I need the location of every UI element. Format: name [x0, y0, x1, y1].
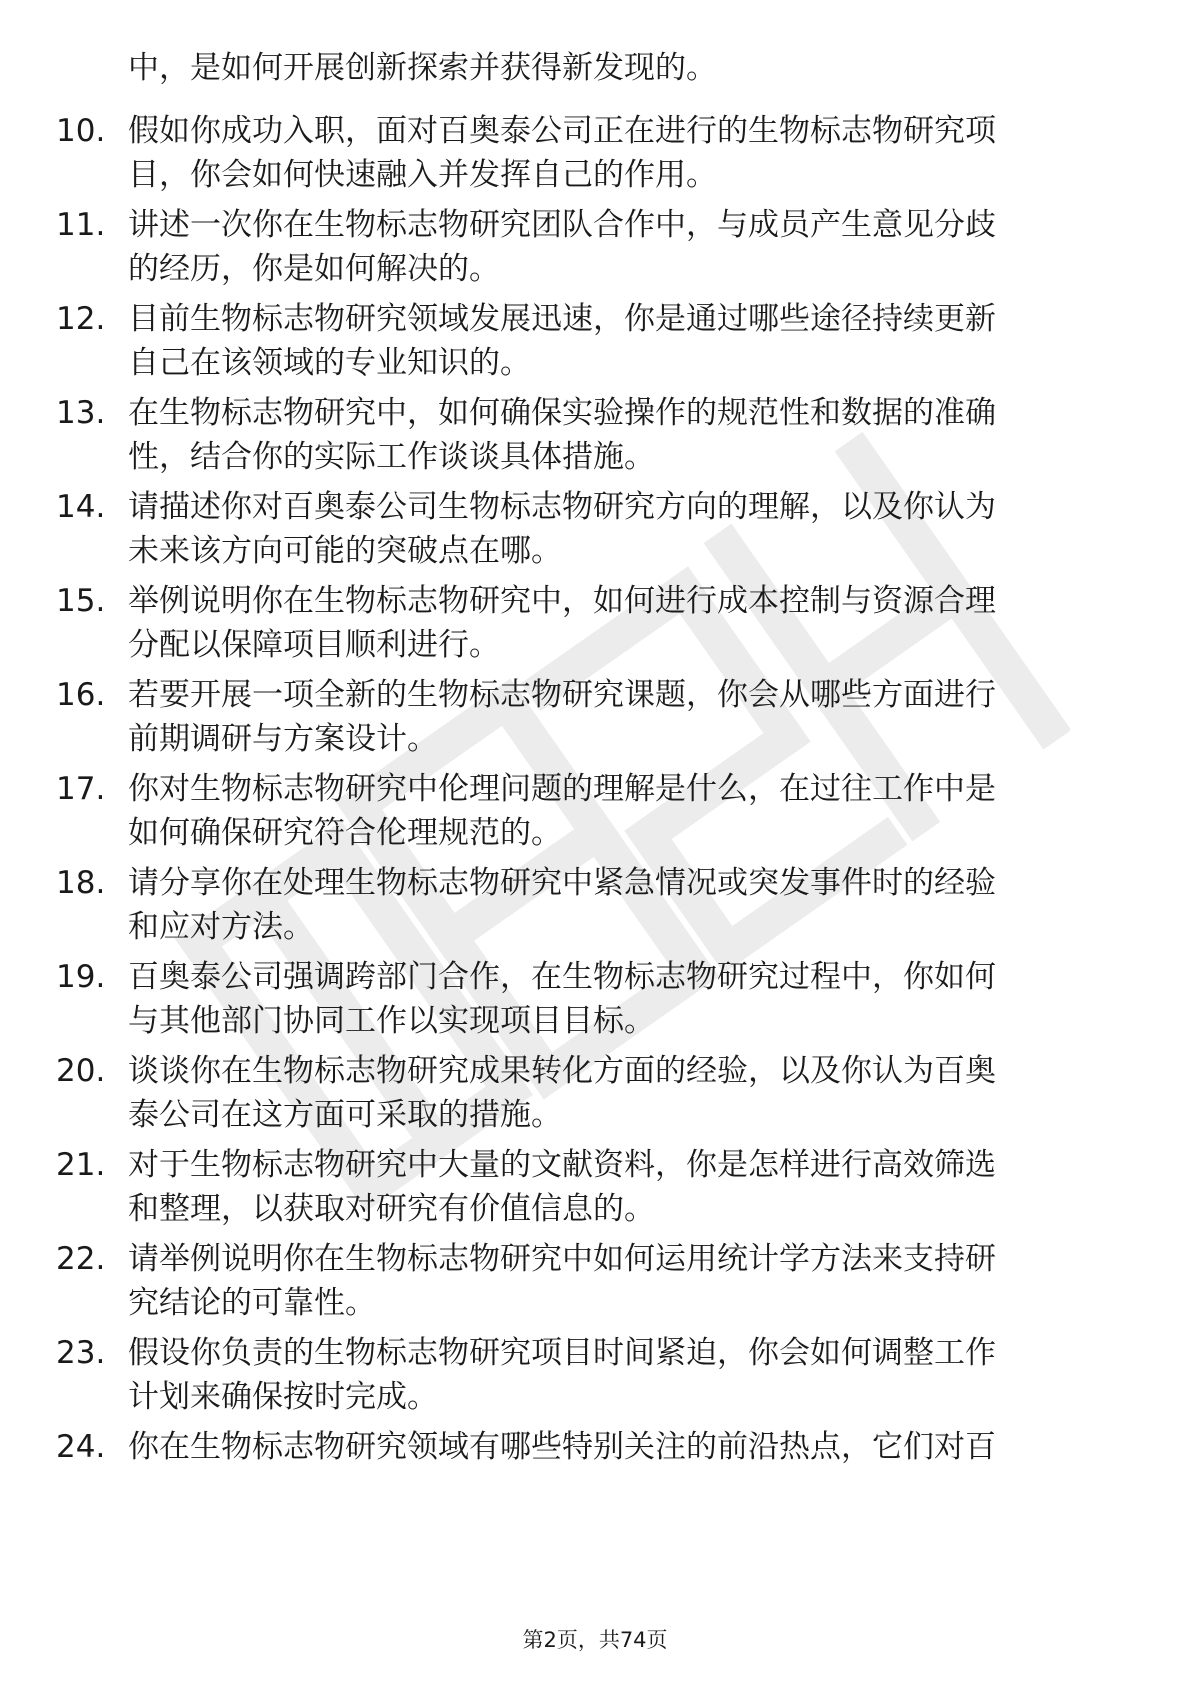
question-line: 若要开展一项全新的生物标志物研究课题，你会从哪些方面进行 [128, 677, 996, 713]
question-line: 百奥泰公司强调跨部门合作，在生物标志物研究过程中，你如何 [128, 959, 996, 995]
question-line: 谈谈你在生物标志物研究成果转化方面的经验，以及你认为百奥 [128, 1053, 996, 1089]
question-line: 请分享你在处理生物标志物研究中紧急情况或突发事件时的经验 [128, 865, 996, 901]
question-number: 19. [56, 959, 106, 995]
question-text [128, 767, 1128, 855]
question-line: 假设你负责的生物标志物研究项目时间紧迫，你会如何调整工作 [128, 1335, 996, 1371]
question-text [128, 391, 1128, 479]
question-number: 11. [56, 207, 106, 243]
question-number: 17. [56, 771, 106, 807]
question-line: 泰公司在这方面可采取的措施。 [128, 1097, 562, 1133]
question-line: 目前生物标志物研究领域发展迅速，你是通过哪些途径持续更新 [128, 301, 996, 337]
question-line: 未来该方向可能的突破点在哪。 [128, 533, 562, 569]
question-text [128, 955, 1128, 1043]
question-line: 性，结合你的实际工作谈谈具体措施。 [128, 439, 655, 475]
question-line: 请描述你对百奥泰公司生物标志物研究方向的理解，以及你认为 [128, 489, 996, 525]
question-line: 讲述一次你在生物标志物研究团队合作中，与成员产生意见分歧 [128, 207, 996, 243]
question-text [128, 1143, 1128, 1231]
question-line: 和应对方法。 [128, 909, 314, 945]
question-line: 目，你会如何快速融入并发挥自己的作用。 [128, 157, 717, 193]
question-line: 在生物标志物研究中，如何确保实验操作的规范性和数据的准确 [128, 395, 996, 431]
question-line: 分配以保障项目顺利进行。 [128, 627, 500, 663]
question-text [128, 203, 1128, 291]
question-line: 假如你成功入职，面对百奥泰公司正在进行的生物标志物研究项 [128, 113, 996, 149]
question-number: 18. [56, 865, 106, 901]
question-number: 14. [56, 489, 106, 525]
question-number: 16. [56, 677, 106, 713]
question-line: 计划来确保按时完成。 [128, 1379, 438, 1415]
question-number: 10. [56, 113, 106, 149]
question-text [128, 485, 1128, 573]
page-footer: 第2页，共74页 [522, 1628, 668, 1652]
question-line: 如何确保研究符合伦理规范的。 [128, 815, 562, 851]
question-line: 你对生物标志物研究中伦理问题的理解是什么，在过往工作中是 [128, 771, 996, 807]
question-number: 13. [56, 395, 106, 431]
continuation-text: 中，是如何开展创新探索并获得新发现的。 [128, 50, 717, 86]
question-text [128, 861, 1128, 949]
question-number: 22. [56, 1241, 106, 1277]
question-number: 24. [56, 1429, 106, 1465]
question-number: 15. [56, 583, 106, 619]
question-text [128, 297, 1128, 385]
question-text [128, 673, 1128, 761]
question-line: 与其他部门协同工作以实现项目目标。 [128, 1003, 655, 1039]
question-line: 前期调研与方案设计。 [128, 721, 438, 757]
question-number: 23. [56, 1335, 106, 1371]
question-number: 20. [56, 1053, 106, 1089]
question-text [128, 1331, 1128, 1419]
question-line: 和整理，以获取对研究有价值信息的。 [128, 1191, 655, 1227]
question-line: 你在生物标志物研究领域有哪些特别关注的前沿热点，它们对百 [128, 1429, 996, 1465]
question-text [128, 579, 1128, 667]
question-number: 12. [56, 301, 106, 337]
question-line: 请举例说明你在生物标志物研究中如何运用统计学方法来支持研 [128, 1241, 996, 1277]
question-line: 自己在该领域的专业知识的。 [128, 345, 531, 381]
question-text [128, 109, 1128, 197]
question-line: 究结论的可靠性。 [128, 1285, 376, 1321]
question-line: 的经历，你是如何解决的。 [128, 251, 500, 287]
question-line: 举例说明你在生物标志物研究中，如何进行成本控制与资源合理 [128, 583, 996, 619]
question-text [128, 1425, 1128, 1469]
question-text [128, 1049, 1128, 1137]
question-number: 21. [56, 1147, 106, 1183]
question-text [128, 1237, 1128, 1325]
question-line: 对于生物标志物研究中大量的文献资料，你是怎样进行高效筛选 [128, 1147, 996, 1183]
